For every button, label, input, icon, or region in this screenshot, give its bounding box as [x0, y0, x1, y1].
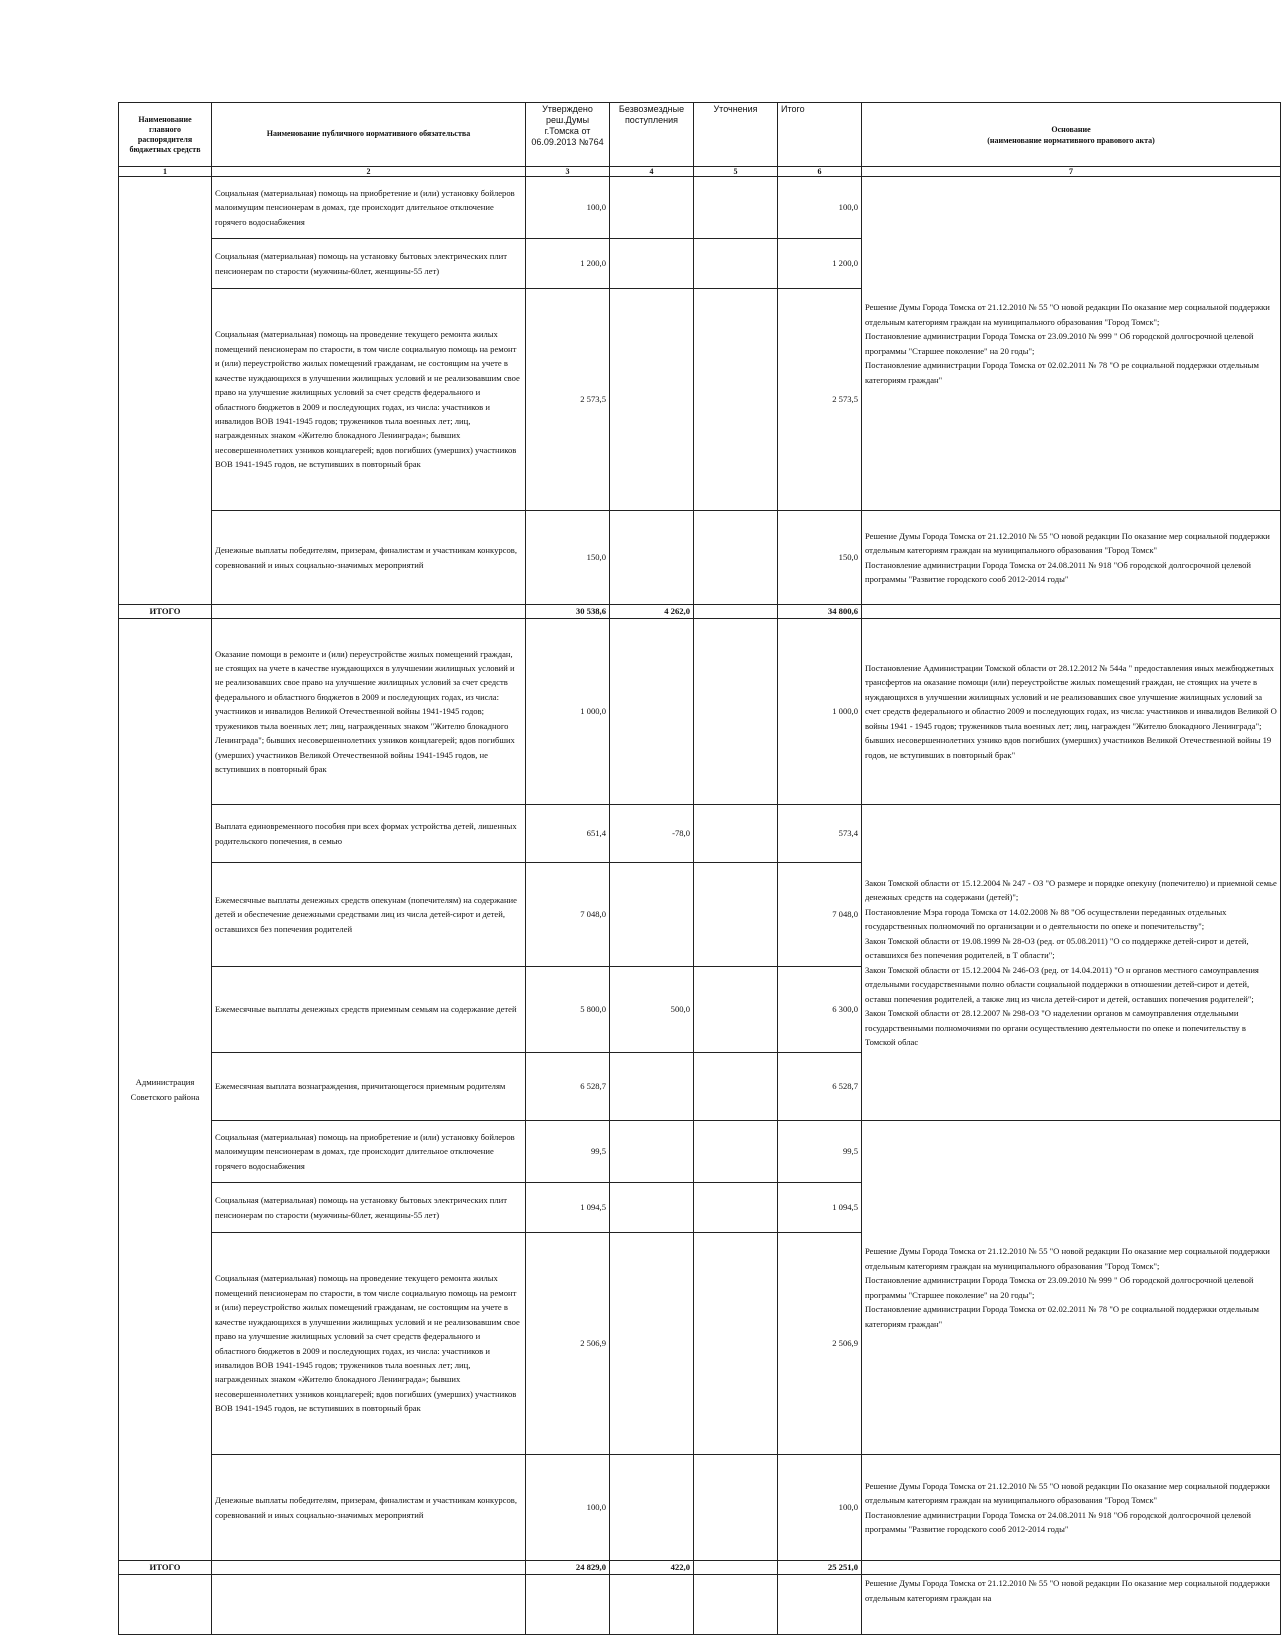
header-total: Итого: [778, 103, 862, 167]
table-row: [119, 1455, 1281, 1561]
total-value: 6 300,0: [778, 967, 862, 1053]
approved-value: 1 200,0: [526, 239, 610, 289]
total-basis-empty: [862, 1561, 1281, 1575]
table-row: [119, 1121, 1281, 1183]
refine-value: [694, 1575, 778, 1635]
total-sum: 34 800,6: [778, 605, 862, 619]
free-value: [610, 1233, 694, 1455]
refine-value: [694, 1183, 778, 1233]
approved-value: 2 573,5: [526, 289, 610, 511]
obligation-name: Денежные выплаты победителям, призерам, финалистам и участникам конкурсов, соревнований и иных социально-значимых мероприятий: [212, 1455, 526, 1561]
approved-value: 7 048,0: [526, 863, 610, 967]
free-value: 500,0: [610, 967, 694, 1053]
refine-value: [694, 289, 778, 511]
budget-table-page: [118, 102, 1280, 1650]
total-sum: 25 251,0: [778, 1561, 862, 1575]
table-row: [119, 511, 1281, 605]
approved-value: 651,4: [526, 805, 610, 863]
obligation-name: Ежемесячные выплаты денежных средств приемным семьям на содержание детей: [212, 967, 526, 1053]
obligation-name: Социальная (материальная) помощь на проведение текущего ремонта жилых помещений пенсионерам по старости, в том числе социальную помощь на ремонт и (или) переустройство жилых помещений гражданам, не состоящим на учете в качестве нуждающихся в улучшении жилищных условий и не реализовавшим свое право на улучшение жилищных условий за счет средств федерального и областного бюджетов в 2009 и последующих годах, из числа: участников и инвалидов ВОВ 1941-1945 годов; тружеников тыла военных лет; лиц, награжденных знаком «Жителю блокадного Ленинграда»; бывших несовершеннолетних узников концлагерей; вдов погибших (умерших) участников ВОВ 1941-1945 годов, не вступивших в повторный брак: [212, 289, 526, 511]
free-value: [610, 177, 694, 239]
approved-value: 99,5: [526, 1121, 610, 1183]
table-row: [119, 619, 1281, 805]
obligation-name: Социальная (материальная) помощь на приобретение и (или) установку бойлеров малоимущим пенсионерам в домах, где происходит длительное отключение горячего водоснабжения: [212, 1121, 526, 1183]
free-value: -78,0: [610, 805, 694, 863]
header-free-receipts: Безвозмездные поступления: [610, 103, 694, 167]
refine-value: [694, 805, 778, 863]
free-value: [610, 1183, 694, 1233]
total-value: 2 573,5: [778, 289, 862, 511]
distributor-cell: [119, 1575, 212, 1635]
basis-text: Решение Думы Города Томска от 21.12.2010 № 55 "О новой редакции По оказание мер социальной поддержки отдельным категориям граждан на: [862, 1575, 1281, 1635]
approved-value: 5 800,0: [526, 967, 610, 1053]
total-refine: [694, 1561, 778, 1575]
free-value: [610, 511, 694, 605]
total-value: 100,0: [778, 1455, 862, 1561]
basis-text: Решение Думы Города Томска от 21.12.2010 № 55 "О новой редакции По оказание мер социальной поддержки отдельным категориям граждан на муниципального образования "Город Томск" Постановление администрации Города Томска от 24.08.2011 № 918 "Об городской долгосрочной целевой программы "Развитие городского сооб 2012-2014 годы": [862, 511, 1281, 605]
obligation-name: Социальная (материальная) помощь на установку бытовых электрических плит пенсионерам по старости (мужчины-60лет, женщины-55 лет): [212, 239, 526, 289]
basis-text: Решение Думы Города Томска от 21.12.2010 № 55 "О новой редакции По оказание мер социальной поддержки отдельным категориям граждан на муниципального образования "Город Томск"; Постановление администрации Города Томска от 23.09.2010 № 999 " Об городской долгосрочной целевой программы "Старшее поколение" на 20 годы"; Постановление администрации Города Томска от 02.02.2011 № 78 "О ре социальной поддержки отдельным категориям граждан": [862, 1121, 1281, 1455]
total-row: [119, 1561, 1281, 1575]
refine-value: [694, 619, 778, 805]
total-value: 7 048,0: [778, 863, 862, 967]
obligation-name: Выплата единовременного пособия при всех формах устройства детей, лишенных родительского попечения, в семью: [212, 805, 526, 863]
total-value: 573,4: [778, 805, 862, 863]
approved-value: 6 528,7: [526, 1053, 610, 1121]
distributor-name: Администрация Советского района: [119, 619, 212, 1561]
refine-value: [694, 1455, 778, 1561]
col-number: 1: [119, 167, 212, 177]
obligation-name: Ежемесячные выплаты денежных средств опекунам (попечителям) на содержание детей и обеспечение денежными средствами лиц из числа детей-сирот и детей, оставшихся без попечения родителей: [212, 863, 526, 967]
obligation-name: Социальная (материальная) помощь на проведение текущего ремонта жилых помещений пенсионерам по старости, в том числе социальную помощь на ремонт и (или) переустройство жилых помещений гражданам, не состоящим на учете в качестве нуждающихся в улучшении жилищных условий и не реализовавшим свое право на улучшение жилищных условий за счет средств федерального и областного бюджетов в 2009 и последующих годах, из числа: участников и инвалидов ВОВ 1941-1945 годов; тружеников тыла военных лет; лиц, награжденных знаком «Жителю блокадного Ленинграда»; бывших несовершеннолетних узников концлагерей; вдов погибших (умерших) участников ВОВ 1941-1945 годов, не вступивших в повторный брак: [212, 1233, 526, 1455]
total-label: ИТОГО: [119, 1561, 212, 1575]
total-value: 1 000,0: [778, 619, 862, 805]
basis-text: Закон Томской области от 15.12.2004 № 247 - ОЗ "О размере и порядке опекуну (попечителю) и приемной семье денежных средств на содержани (детей)"; Постановление Мэра города Томска от 14.02.2008 № 88 "Об осуществлени переданных отдельных государственных полномочий по организации и о деятельности по опеке и попечительству"; Закон Томской области от 19.08.1999 № 28-ОЗ (ред. от 05.08.2011) "О со поддержке детей-сирот и детей, оставшихся без попечения родителей, в Т области"; Закон Томской области от 15.12.2004 № 246-ОЗ (ред. от 14.04.2011) "О н органов местного самоуправления отдельными государственными полно области социальной поддержки в отношении детей-сирот и детей, оставш попечения родителей, а также лиц из числа детей-сирот и детей, оставших попечения родителей"; Закон Томской области от 28.12.2007 № 298-ОЗ "О наделении органов м самоуправления отдельными государственными полномочиями по органи осуществлению деятельности по опеке и попечительству в Томской облас: [862, 805, 1281, 1121]
table-header-row: [119, 103, 1281, 167]
table-row: [119, 1575, 1281, 1635]
free-value: [610, 239, 694, 289]
basis-text: Постановление Администрации Томской области от 28.12.2012 № 544а " предоставления иных межбюджетных трансфертов на оказание помощи (или) переустройстве жилых помещений граждан, не стоящих на учете в нуждающихся в улучшении жилищных условий и не реализовавших свое улучшение жилищных условий за счет средств федерального и областно 2009 и последующих годах, из числа: участников и инвалидов Великой О войны 1941 - 1945 годов; тружеников тыла военных лет; лиц, награжден "Жителю блокадного Ленинграда"; бывших несовершеннолетних узнико вдов погибших (умерших) участников Великой Отечественной войны 19 годов, не вступивших в повторный брак": [862, 619, 1281, 805]
obligations-table: [118, 102, 1281, 1635]
obligation-name: Ежемесячная выплата вознаграждения, причитающегося приемным родителям: [212, 1053, 526, 1121]
col-number: 2: [212, 167, 526, 177]
total-empty: [212, 605, 526, 619]
obligation-name: Денежные выплаты победителям, призерам, финалистам и участникам конкурсов, соревнований и иных социально-значимых мероприятий: [212, 511, 526, 605]
refine-value: [694, 239, 778, 289]
free-value: [610, 619, 694, 805]
header-obligation: Наименование публичного нормативного обязательства: [212, 103, 526, 167]
column-numbers-row: [119, 167, 1281, 177]
refine-value: [694, 1233, 778, 1455]
free-value: [610, 863, 694, 967]
col-number: 5: [694, 167, 778, 177]
header-basis: Основание (наименование нормативного правового акта): [862, 103, 1281, 167]
total-approved: 24 829,0: [526, 1561, 610, 1575]
total-basis-empty: [862, 605, 1281, 619]
total-refine: [694, 605, 778, 619]
col-number: 4: [610, 167, 694, 177]
total-label: ИТОГО: [119, 605, 212, 619]
col-number: 6: [778, 167, 862, 177]
approved-value: 100,0: [526, 177, 610, 239]
free-value: [610, 1121, 694, 1183]
approved-value: 1 000,0: [526, 619, 610, 805]
refine-value: [694, 511, 778, 605]
total-value: 1 200,0: [778, 239, 862, 289]
total-value: [778, 1575, 862, 1635]
total-value: 2 506,9: [778, 1233, 862, 1455]
total-free: 4 262,0: [610, 605, 694, 619]
total-value: 99,5: [778, 1121, 862, 1183]
obligation-name: Оказание помощи в ремонте и (или) переустройстве жилых помещений граждан, не стоящих на учете в качестве нуждающихся в улучшении жилищных условий и не реализовавших свое право на улучшение жилищных условий за счет средств федерального и областного бюджетов в 2009 и последующих годах, из числа: участников и инвалидов Великой Отечественной войны 1941-1945 годов; тружеников тыла военных лет; лиц, награжденных знаком "Жителю блокадного Ленинграда"; бывших несовершеннолетних узников концлагерей; вдов погибших (умерших) участников Великой Отечественной войны 1941-1945 годов, не вступивших в повторный брак: [212, 619, 526, 805]
total-free: 422,0: [610, 1561, 694, 1575]
approved-value: 2 506,9: [526, 1233, 610, 1455]
distributor-cell: [119, 177, 212, 605]
free-value: [610, 1455, 694, 1561]
table-row: [119, 177, 1281, 239]
total-value: 6 528,7: [778, 1053, 862, 1121]
approved-value: [526, 1575, 610, 1635]
header-distributor: Наименование главного распорядителя бюджетных средств: [119, 103, 212, 167]
refine-value: [694, 863, 778, 967]
total-empty: [212, 1561, 526, 1575]
obligation-name: Социальная (материальная) помощь на установку бытовых электрических плит пенсионерам по старости (мужчины-60лет, женщины-55 лет): [212, 1183, 526, 1233]
obligation-name: Социальная (материальная) помощь на приобретение и (или) установку бойлеров малоимущим пенсионерам в домах, где происходит длительное отключение горячего водоснабжения: [212, 177, 526, 239]
total-value: 100,0: [778, 177, 862, 239]
free-value: [610, 1053, 694, 1121]
approved-value: 100,0: [526, 1455, 610, 1561]
approved-value: 150,0: [526, 511, 610, 605]
free-value: [610, 1575, 694, 1635]
total-row: [119, 605, 1281, 619]
total-value: 1 094,5: [778, 1183, 862, 1233]
approved-value: 1 094,5: [526, 1183, 610, 1233]
basis-text: Решение Думы Города Томска от 21.12.2010 № 55 "О новой редакции По оказание мер социальной поддержки отдельным категориям граждан на муниципального образования "Город Томск"; Постановление администрации Города Томска от 23.09.2010 № 999 " Об городской долгосрочной целевой программы "Старшее поколение" на 20 годы"; Постановление администрации Города Томска от 02.02.2011 № 78 "О ре социальной поддержки отдельным категориям граждан": [862, 177, 1281, 511]
total-value: 150,0: [778, 511, 862, 605]
refine-value: [694, 1121, 778, 1183]
refine-value: [694, 177, 778, 239]
basis-text: Решение Думы Города Томска от 21.12.2010 № 55 "О новой редакции По оказание мер социальной поддержки отдельным категориям граждан на муниципального образования "Город Томск" Постановление администрации Города Томска от 24.08.2011 № 918 "Об городской долгосрочной целевой программы "Развитие городского сооб 2012-2014 годы": [862, 1455, 1281, 1561]
refine-value: [694, 967, 778, 1053]
header-refinements: Уточнения: [694, 103, 778, 167]
header-approved: Утверждено реш.Думы г.Томска от 06.09.2013 №764: [526, 103, 610, 167]
table-row: [119, 805, 1281, 863]
free-value: [610, 289, 694, 511]
refine-value: [694, 1053, 778, 1121]
col-number: 3: [526, 167, 610, 177]
col-number: 7: [862, 167, 1281, 177]
obligation-name: [212, 1575, 526, 1635]
total-approved: 30 538,6: [526, 605, 610, 619]
